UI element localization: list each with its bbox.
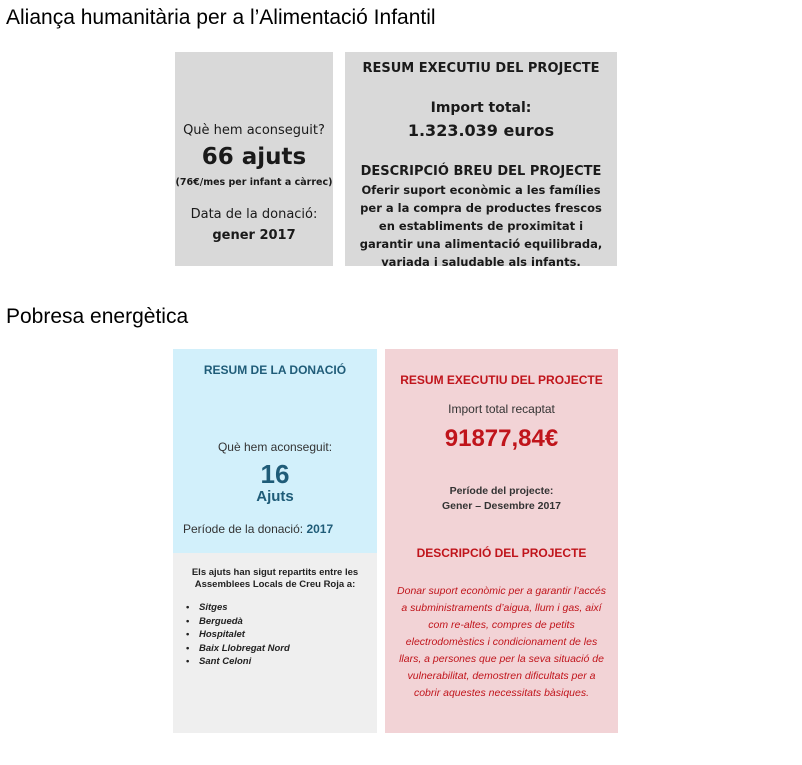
donation-period-label: Període de la donació: (183, 522, 304, 536)
executive-summary-box (345, 52, 617, 269)
import-raised-label: Import total recaptat (448, 402, 555, 416)
section-title-pobresa: Pobresa energètica (6, 305, 189, 328)
executive-summary-heading: RESUM EXECUTIU DEL PROJECTE (400, 373, 603, 387)
donation-period (183, 522, 333, 536)
project-period-value: Gener – Desembre 2017 (441, 500, 562, 512)
achievement-question: Què hem aconseguit: (217, 440, 333, 454)
import-total-value: 1.323.039 euros (407, 121, 555, 140)
assembly-list (173, 601, 290, 669)
donation-summary-box (173, 349, 377, 553)
distribution-box (173, 553, 377, 733)
section-title-alimentacio: Aliança humanitària per a l’Alimentació Infantil (6, 6, 436, 29)
executive-summary-heading: RESUM EXECUTIU DEL PROJECTE (362, 61, 600, 76)
list-item: • Hospitalet (199, 628, 290, 642)
achievement-number: 16 (260, 459, 290, 489)
achievement-question: Què hem aconseguit? (183, 123, 325, 138)
description-text: Oferir suport econòmic a les famílies per a la compra de productes frescos en establiments de proximitat i garantir una alimentació equilibrada, variada i saludable als infants. (359, 183, 603, 269)
list-item: • Baix Llobregat Nord (199, 642, 290, 656)
donation-summary-heading: RESUM DE LA DONACIÓ (203, 363, 347, 377)
project-period-label: Període del projecte: (449, 485, 554, 497)
achievement-value: 66 ajuts (201, 144, 307, 170)
project-description-heading: DESCRIPCIÓ DEL PROJECTE (416, 546, 587, 560)
achievement-note: (76€/mes per infant a càrrec) (175, 177, 333, 188)
achievement-box (175, 52, 333, 266)
project-summary-box (385, 349, 618, 733)
list-item: • Berguedà (199, 615, 290, 629)
donation-period-value: 2017 (306, 522, 334, 536)
list-item: • Sitges (199, 601, 290, 615)
description-heading: DESCRIPCIÓ BREU DEL PROJECTE (360, 164, 602, 179)
import-total-label: Import total: (430, 100, 532, 116)
project-description-text: Donar suport econòmic per a garantir l’accés a subministraments d’aigua, llum i gas, així com re-altes, compres de petits electrodomèstics i condicionament de les llars, a persones que per la seva situació de vulnerabilitat, demostren dificultats per a cobrir aquestes necessitats bàsiques. (397, 585, 606, 699)
import-raised-value: 91877,84€ (444, 425, 559, 452)
donation-date-label: Data de la donació: (190, 207, 318, 222)
donation-date-value: gener 2017 (212, 228, 296, 243)
achievement-unit: Ajuts (256, 488, 294, 505)
list-item: • Sant Celoni (199, 655, 290, 669)
distribution-intro: Els ajuts han sigut repartits entre les Assemblees Locals de Creu Roja a: (191, 567, 359, 590)
